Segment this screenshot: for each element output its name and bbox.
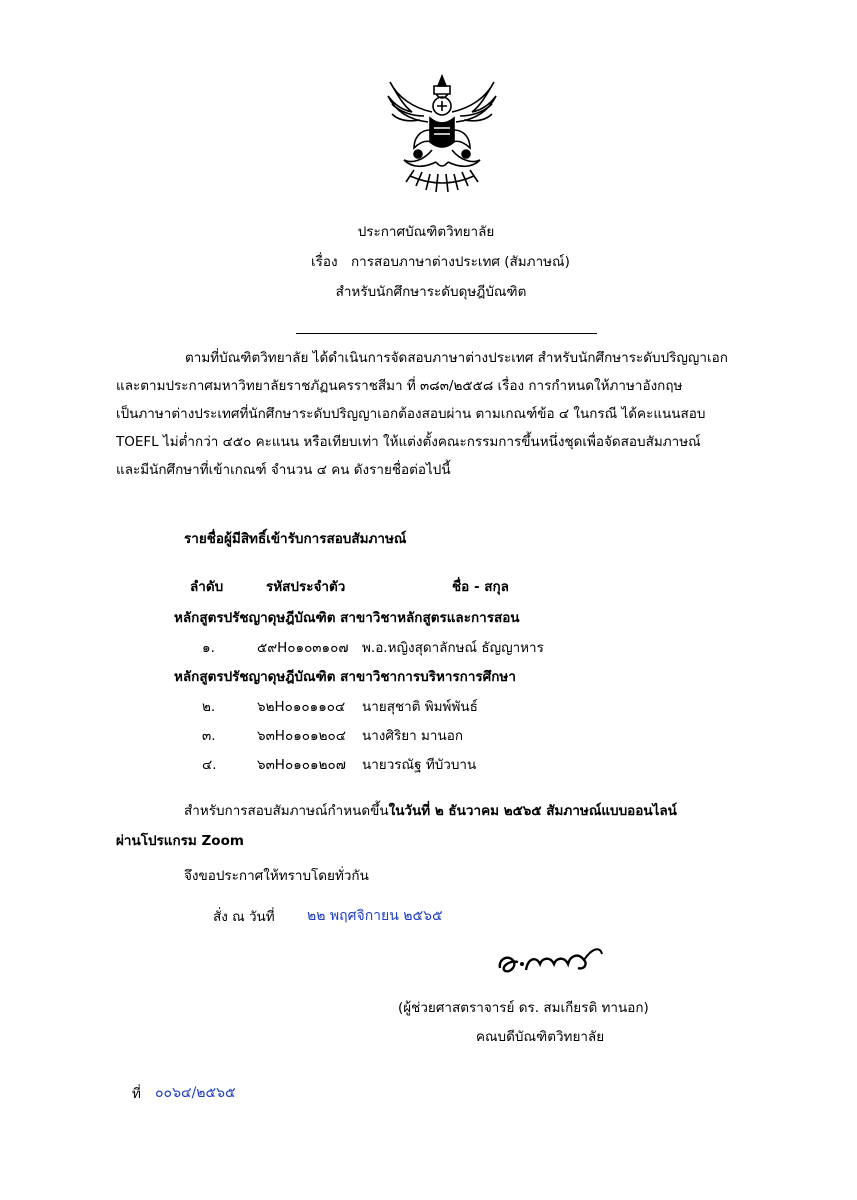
paragraph-line: ตามที่บัณฑิตวิทยาลัย ได้ดำเนินการจัดสอบภาษาต่างประเทศ สำหรับนักศึกษาระดับปริญญาเอก: [185, 350, 728, 366]
student-id: ๖๒H๐๑๐๑๑๐๔: [257, 699, 346, 715]
subject-label: เรื่อง: [311, 254, 338, 270]
intro-paragraph: [116, 344, 758, 484]
closing-text: จึงขอประกาศให้ทราบโดยทั่วกัน: [184, 868, 369, 884]
paragraph-line: TOEFL ไม่ต่ำกว่า ๔๕๐ คะแนน หรือเทียบเท่า ให้แต่งตั้งคณะกรรมการขึ้นหนึ่งชุดเพื่อจัดสอบสัมภาษณ์: [116, 434, 701, 450]
student-name: พ.อ.หญิงสุดาลักษณ์ ธัญญาหาร: [362, 640, 544, 656]
document-subtitle: สำหรับนักศึกษาระดับดุษฎีบัณฑิต: [335, 284, 527, 300]
announced-date: ๒๒ พฤศจิกายน ๒๕๖๕: [307, 908, 443, 924]
garuda-emblem-icon: [384, 72, 500, 196]
list-heading: รายชื่อผู้มีสิทธิ์เข้ารับการสอบสัมภาษณ์: [184, 531, 407, 547]
reference-number: ๐๐๖๔/๒๕๖๕: [155, 1085, 236, 1101]
student-name: นายสุชาติ พิมพ์พันธ์: [362, 699, 478, 715]
paragraph-line: และตามประกาศมหาวิทยาลัยราชภัฏนครราชสีมา ที่ ๓๘๓/๒๕๕๘ เรื่อง การกำหนดให้ภาษาอังกฤษ: [116, 378, 683, 394]
reference-label: ที่: [132, 1086, 141, 1102]
column-header-order: ลำดับ: [190, 579, 224, 595]
paragraph-line: และมีนักศึกษาที่เข้าเกณฑ์ จำนวน ๔ คน ดังรายชื่อต่อไปนี้: [116, 462, 451, 478]
student-order: ๒.: [202, 699, 216, 715]
student-name: นายวรณัฐ ทีบัวบาน: [362, 757, 477, 773]
schedule-line: [184, 799, 677, 821]
document-title: ประกาศบัณฑิตวิทยาลัย: [357, 224, 495, 240]
signer-position: คณบดีบัณฑิตวิทยาลัย: [476, 1029, 605, 1045]
handwritten-signature: [496, 938, 606, 982]
schedule-platform: ผ่านโปรแกรม Zoom: [116, 833, 244, 849]
student-order: ๔.: [202, 757, 217, 773]
column-header-name: ชื่อ - สกุล: [452, 579, 509, 595]
student-order: ๓.: [202, 728, 216, 744]
student-name: นางศิริยา มานอก: [362, 728, 463, 744]
student-id: ๖๓H๐๑๐๑๒๐๗: [257, 757, 346, 773]
student-order: ๑.: [202, 640, 215, 656]
header-divider: [296, 333, 597, 334]
paragraph-line: เป็นภาษาต่างประเทศที่นักศึกษาระดับปริญญาเอกต้องสอบผ่าน ตามเกณฑ์ข้อ ๔ ในกรณี ได้คะแนนสอบ: [116, 406, 706, 422]
program-heading: หลักสูตรปรัชญาดุษฎีบัณฑิต สาขาวิชาหลักสูตรและการสอน: [174, 610, 520, 626]
student-id: ๕๙H๐๑๐๓๑๐๗: [257, 640, 349, 656]
schedule-date: ในวันที่ ๒ ธันวาคม ๒๕๖๕ สัมภาษณ์แบบออนไลน์: [388, 803, 677, 819]
student-id: ๖๓H๐๑๐๑๒๐๔: [257, 728, 346, 744]
signer-name: (ผู้ช่วยศาสตราจารย์ ดร. สมเกียรติ ทานอก): [398, 1000, 649, 1016]
announced-label: สั่ง ณ วันที่: [213, 909, 275, 925]
program-heading: หลักสูตรปรัชญาดุษฎีบัณฑิต สาขาวิชาการบริหารการศึกษา: [174, 669, 516, 685]
subject-text: การสอบภาษาต่างประเทศ (สัมภาษณ์): [351, 254, 570, 270]
column-header-student-id: รหัสประจำตัว: [266, 579, 346, 595]
schedule-prefix: สำหรับการสอบสัมภาษณ์กำหนดขึ้น: [184, 803, 389, 819]
